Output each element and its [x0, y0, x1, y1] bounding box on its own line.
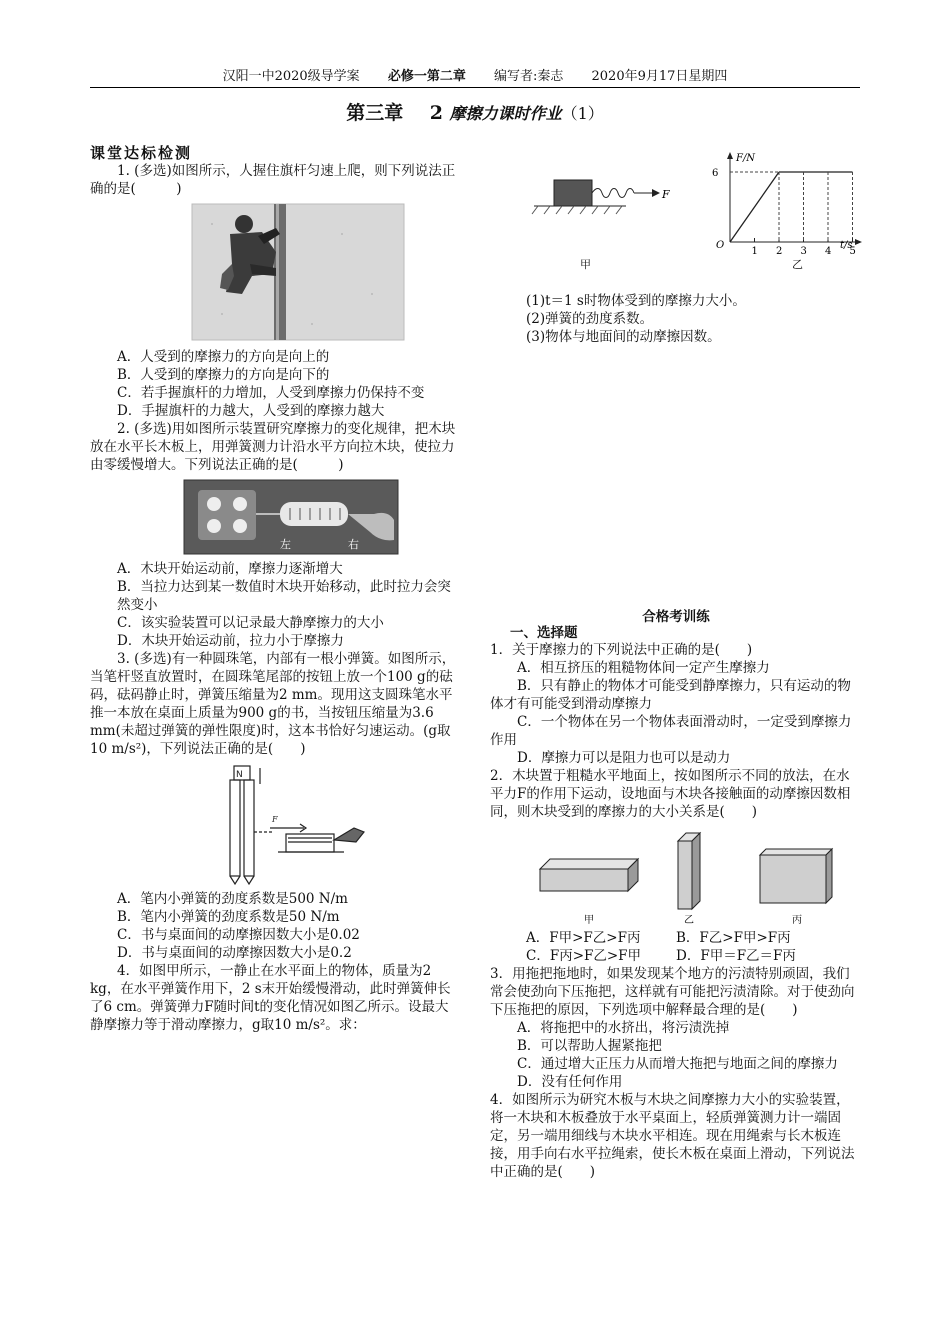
page-header	[90, 68, 860, 86]
right-column	[490, 292, 862, 1181]
q1-option-c: C．若手握旗杆的力增加，人受到摩擦力仍保持不变	[117, 385, 425, 401]
r3-option-b: B．可以帮助人握紧拖把	[517, 1038, 662, 1054]
r3-stem: 3．用拖把拖地时，如果发现某个地方的污渍特别顽固，我们常会使劲向下压拖把，这样就有可能把污渍清除。对于使劲向下压拖把的原因，下列选项中解释最合理的是( )	[490, 966, 855, 1018]
orient-label-bing: 丙	[792, 915, 802, 926]
spacer	[490, 346, 862, 608]
x-tick-label: 3	[800, 246, 807, 257]
page-title	[0, 100, 950, 127]
x-tick-label: 2	[776, 246, 783, 257]
q2-option-b: B．当拉力达到某一数值时木块开始移动，此时拉力会突然变小	[117, 579, 451, 613]
header-date: 2020年9月17日星期四	[591, 69, 728, 84]
q2-option-c: C．该实验装置可以记录最大静摩擦力的大小	[117, 615, 384, 631]
section2-heading: 合格考训练	[642, 609, 710, 625]
graph-ylabel: F/N	[736, 153, 756, 164]
force-label: F	[662, 188, 670, 201]
q1-option-b: B．人受到的摩擦力的方向是向下的	[117, 367, 330, 383]
orient-label-yi: 乙	[684, 915, 694, 926]
q3-option-b: B．笔内小弹簧的劲度系数是50 N/m	[117, 909, 340, 925]
title-part: （1）	[561, 104, 604, 123]
force-time-graph	[700, 150, 870, 257]
title-topic: 摩擦力课时作业	[449, 104, 562, 123]
subsection-heading: 一、选择题	[510, 625, 578, 641]
r2-option-b: B．F乙>F甲>F丙	[676, 930, 791, 946]
header-book: 必修一第二章	[387, 69, 466, 84]
r1-option-a: A．相互挤压的粗糙物体间一定产生摩擦力	[517, 660, 770, 676]
r1-option-b: B．只有静止的物体才可能受到静摩擦力，只有运动的物体才有可能受到滑动摩擦力	[490, 678, 851, 712]
fig-label-left: 左	[280, 538, 291, 551]
r2-option-d: D．F甲＝F乙＝F丙	[676, 948, 796, 964]
r2-option-a: A．F甲>F乙>F丙	[526, 930, 641, 946]
q1-option-d: D．手握旗杆的力越大，人受到的摩擦力越大	[117, 403, 385, 419]
q2-stem: 2. (多选)用如图所示装置研究摩擦力的变化规律，把木块放在水平长木板上，用弹簧测力计沿水平方向拉木块，使拉力由零缓慢增大。下列说法正确的是( )	[90, 421, 456, 473]
q3-stem: 3. (多选)有一种圆珠笔，内部有一根小弹簧。如图所示，当笔杆竖直放置时，在圆珠笔尾部的按钮上放一个100 g的砝码，砝码静止时，弹簧压缩量为2 mm。现用这支圆珠笔水平推一本放在桌面上质量为900 g的书，当按钮压缩量为3.6 mm(未超过弹簧的弹性限度)时，这本书恰好匀速运动。(g取10 m/s²)，下列说法正确的是( )	[90, 651, 456, 757]
title-chapter: 第三章	[346, 102, 404, 124]
q1-option-a: A．人受到的摩擦力的方向是向上的	[117, 349, 330, 365]
q4-stem: 4．如图甲所示，一静止在水平面上的物体，质量为2 kg，在水平弹簧作用下，2 s末开始缓慢滑动，此时弹簧伸长了6 cm。弹簧弹力F随时间t的变化情况如图乙所示。设最大静摩擦力等于滑动摩擦力，g取10 m/s²。求：	[90, 963, 451, 1033]
q2-option-a: A．木块开始运动前，摩擦力逐渐增大	[117, 561, 343, 577]
r4-stem: 4．如图所示为研究木板与木块之间摩擦力大小的实验装置，将一木块和木板叠放于水平桌面上，轻质弹簧测力计一端固定，另一端用细线与木块水平相连。现在用绳索与长木板连接，用手向右水平拉绳索，使长木板在桌面上滑动，下列说法中正确的是( )	[490, 1092, 855, 1180]
fig-label-jia: 甲	[580, 258, 591, 271]
spring-scale-image	[184, 480, 398, 554]
section-heading: 课堂达标检测	[90, 144, 193, 162]
header-rule	[90, 87, 860, 88]
r2-stem: 2．木块置于粗糙水平地面上，按如图所示不同的放法，在水平力F的作用下运动，设地面与木块各接触面的动摩擦因数相同，则木块受到的摩擦力的大小关系是( )	[490, 768, 851, 820]
r1-option-c: C．一个物体在另一个物体表面滑动时，一定受到摩擦力作用	[490, 714, 852, 748]
left-column	[90, 144, 462, 1034]
r2-option-c: C．F丙>F乙>F甲	[526, 948, 642, 964]
q4-part-3: (3)物体与地面间的动摩擦因数。	[526, 329, 721, 345]
q2-option-d: D．木块开始运动前，拉力小于摩擦力	[117, 633, 344, 649]
x-tick-label: 5	[849, 246, 856, 257]
orient-label-jia: 甲	[584, 915, 594, 926]
fig-label-yi: 乙	[792, 258, 803, 271]
r1-option-d: D．摩擦力可以是阻力也可以是动力	[517, 750, 731, 766]
graph-origin: O	[716, 240, 725, 251]
title-number: 2	[429, 102, 443, 124]
force-curve-ramp	[730, 172, 779, 242]
q3-option-a: A．笔内小弹簧的劲度系数是500 N/m	[117, 891, 348, 907]
r3-option-a: A．将拖把中的水挤出，将污渍洗掉	[517, 1020, 730, 1036]
x-tick-label: 4	[825, 246, 832, 257]
q3-option-d: D．书与桌面间的动摩擦因数大小是0.2	[117, 945, 352, 961]
flagpole-climber-image	[192, 204, 404, 340]
header-author: 编写者:秦志	[493, 69, 564, 84]
pen-spring-diagram	[208, 762, 368, 886]
svg-text:F: F	[272, 815, 278, 824]
q1-stem: 1. (多选)如图所示，人握住旗杆匀速上爬，则下列说法正确的是( )	[90, 163, 456, 197]
block-orientations-figure	[536, 829, 866, 927]
block-spring-figure	[530, 168, 670, 248]
header-school: 汉阳一中2020级导学案	[222, 69, 360, 84]
graph-xlabel: t/s	[840, 240, 853, 251]
svg-text:N: N	[236, 770, 243, 780]
r1-stem: 1．关于摩擦力的下列说法中正确的是( )	[490, 642, 753, 658]
q4-part-1: (1)t＝1 s时物体受到的摩擦力大小。	[526, 293, 746, 309]
q4-part-2: (2)弹簧的劲度系数。	[526, 311, 654, 327]
x-tick-label: 1	[751, 246, 758, 257]
r3-option-c: C．通过增大正压力从而增大拖把与地面之间的摩擦力	[517, 1056, 838, 1072]
graph-y6: 6	[712, 168, 719, 179]
q3-option-c: C．书与桌面间的动摩擦因数大小是0.02	[117, 927, 360, 943]
fig-label-right: 右	[348, 538, 359, 551]
r2-options	[490, 929, 862, 965]
q4-figures	[530, 150, 890, 280]
spring-scale-photo	[184, 480, 398, 554]
r3-option-d: D．没有任何作用	[517, 1074, 623, 1090]
